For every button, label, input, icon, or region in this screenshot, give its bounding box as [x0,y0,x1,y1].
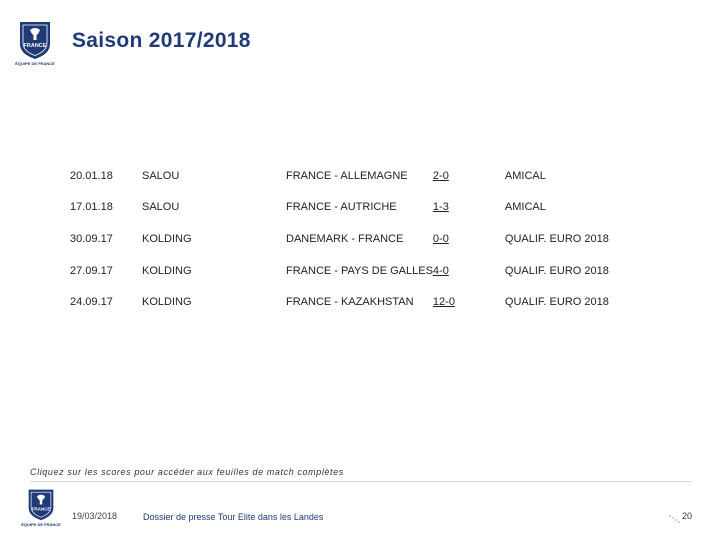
match-fixture-cell [286,223,433,255]
match-venue-cell [142,286,286,318]
results-table [70,160,615,318]
match-venue-cell [142,223,286,255]
match-row [70,223,615,255]
match-venue: SALOU [142,169,180,182]
corner-mark-icon [668,514,682,524]
match-fixture: FRANCE - PAYS DE GALLES [286,264,433,277]
match-score-link-cell [433,223,505,255]
match-row [70,255,615,287]
fff-logo-header [14,20,56,66]
match-fixture: DANEMARK - FRANCE [286,232,404,245]
match-venue-cell [142,255,286,287]
match-competition: QUALIF. EURO 2018 [504,264,609,277]
match-venue: KOLDING [142,296,192,309]
svg-text:FRANCE: FRANCE [31,506,51,512]
footer-date: 19/03/2018 [72,511,118,521]
match-date: 20.01.18 [70,169,113,182]
match-row [70,160,615,192]
footer-document-title: Dossier de presse Tour Elite dans les Landes [143,512,324,522]
match-fixture-cell [286,255,433,287]
match-row [70,286,615,318]
match-venue: KOLDING [142,264,192,277]
match-date-cell [70,160,142,192]
match-fixture-cell [286,286,433,318]
fff-crest-icon [27,488,55,521]
match-competition: QUALIF. EURO 2018 [504,232,609,245]
match-score-link-cell [433,160,505,192]
match-fixture-cell [286,192,433,224]
fff-crest-icon [18,20,52,60]
page-number: 20 [682,511,693,521]
match-competition-cell [505,160,615,192]
logo-caption: ÉQUIPE DE FRANCE [21,522,61,527]
match-date: 27.09.17 [70,264,113,277]
logo-caption: ÉQUIPE DE FRANCE [15,61,55,66]
match-date-cell [70,223,142,255]
match-date: 30.09.17 [70,232,113,245]
svg-text:FRANCE: FRANCE [23,43,47,49]
match-fixture: FRANCE - AUTRICHE [286,201,397,214]
match-venue: SALOU [142,201,180,214]
match-fixture: FRANCE - ALLEMAGNE [286,169,408,182]
match-venue: KOLDING [142,232,192,245]
match-competition-cell [505,286,615,318]
match-date: 24.09.17 [70,296,113,309]
footer-divider [30,481,692,482]
match-score-link[interactable]: 1-3 [432,201,449,214]
fff-logo-footer [22,488,60,527]
match-score-link-cell [433,192,505,224]
match-score-link-cell [433,255,505,287]
match-venue-cell [142,192,286,224]
match-fixture: FRANCE - KAZAKHSTAN [286,296,414,309]
match-score-link-cell [433,286,505,318]
match-date: 17.01.18 [70,201,113,214]
match-score-link[interactable]: 4-0 [432,264,449,277]
match-competition-cell [505,192,615,224]
match-row [70,192,615,224]
match-competition-cell [505,223,615,255]
match-venue-cell [142,160,286,192]
match-fixture-cell [286,160,433,192]
match-date-cell [70,255,142,287]
score-hint-text: Cliquez sur les scores pour accéder aux feuilles de match complètes [30,467,344,477]
match-competition: AMICAL [504,169,546,182]
match-competition: QUALIF. EURO 2018 [504,296,609,309]
page-title: Saison 2017/2018 [72,29,251,52]
match-competition: AMICAL [504,201,546,214]
match-score-link[interactable]: 2-0 [432,169,449,182]
match-competition-cell [505,255,615,287]
match-score-link[interactable]: 0-0 [432,232,449,245]
match-date-cell [70,286,142,318]
match-score-link[interactable]: 12-0 [432,296,455,309]
match-date-cell [70,192,142,224]
